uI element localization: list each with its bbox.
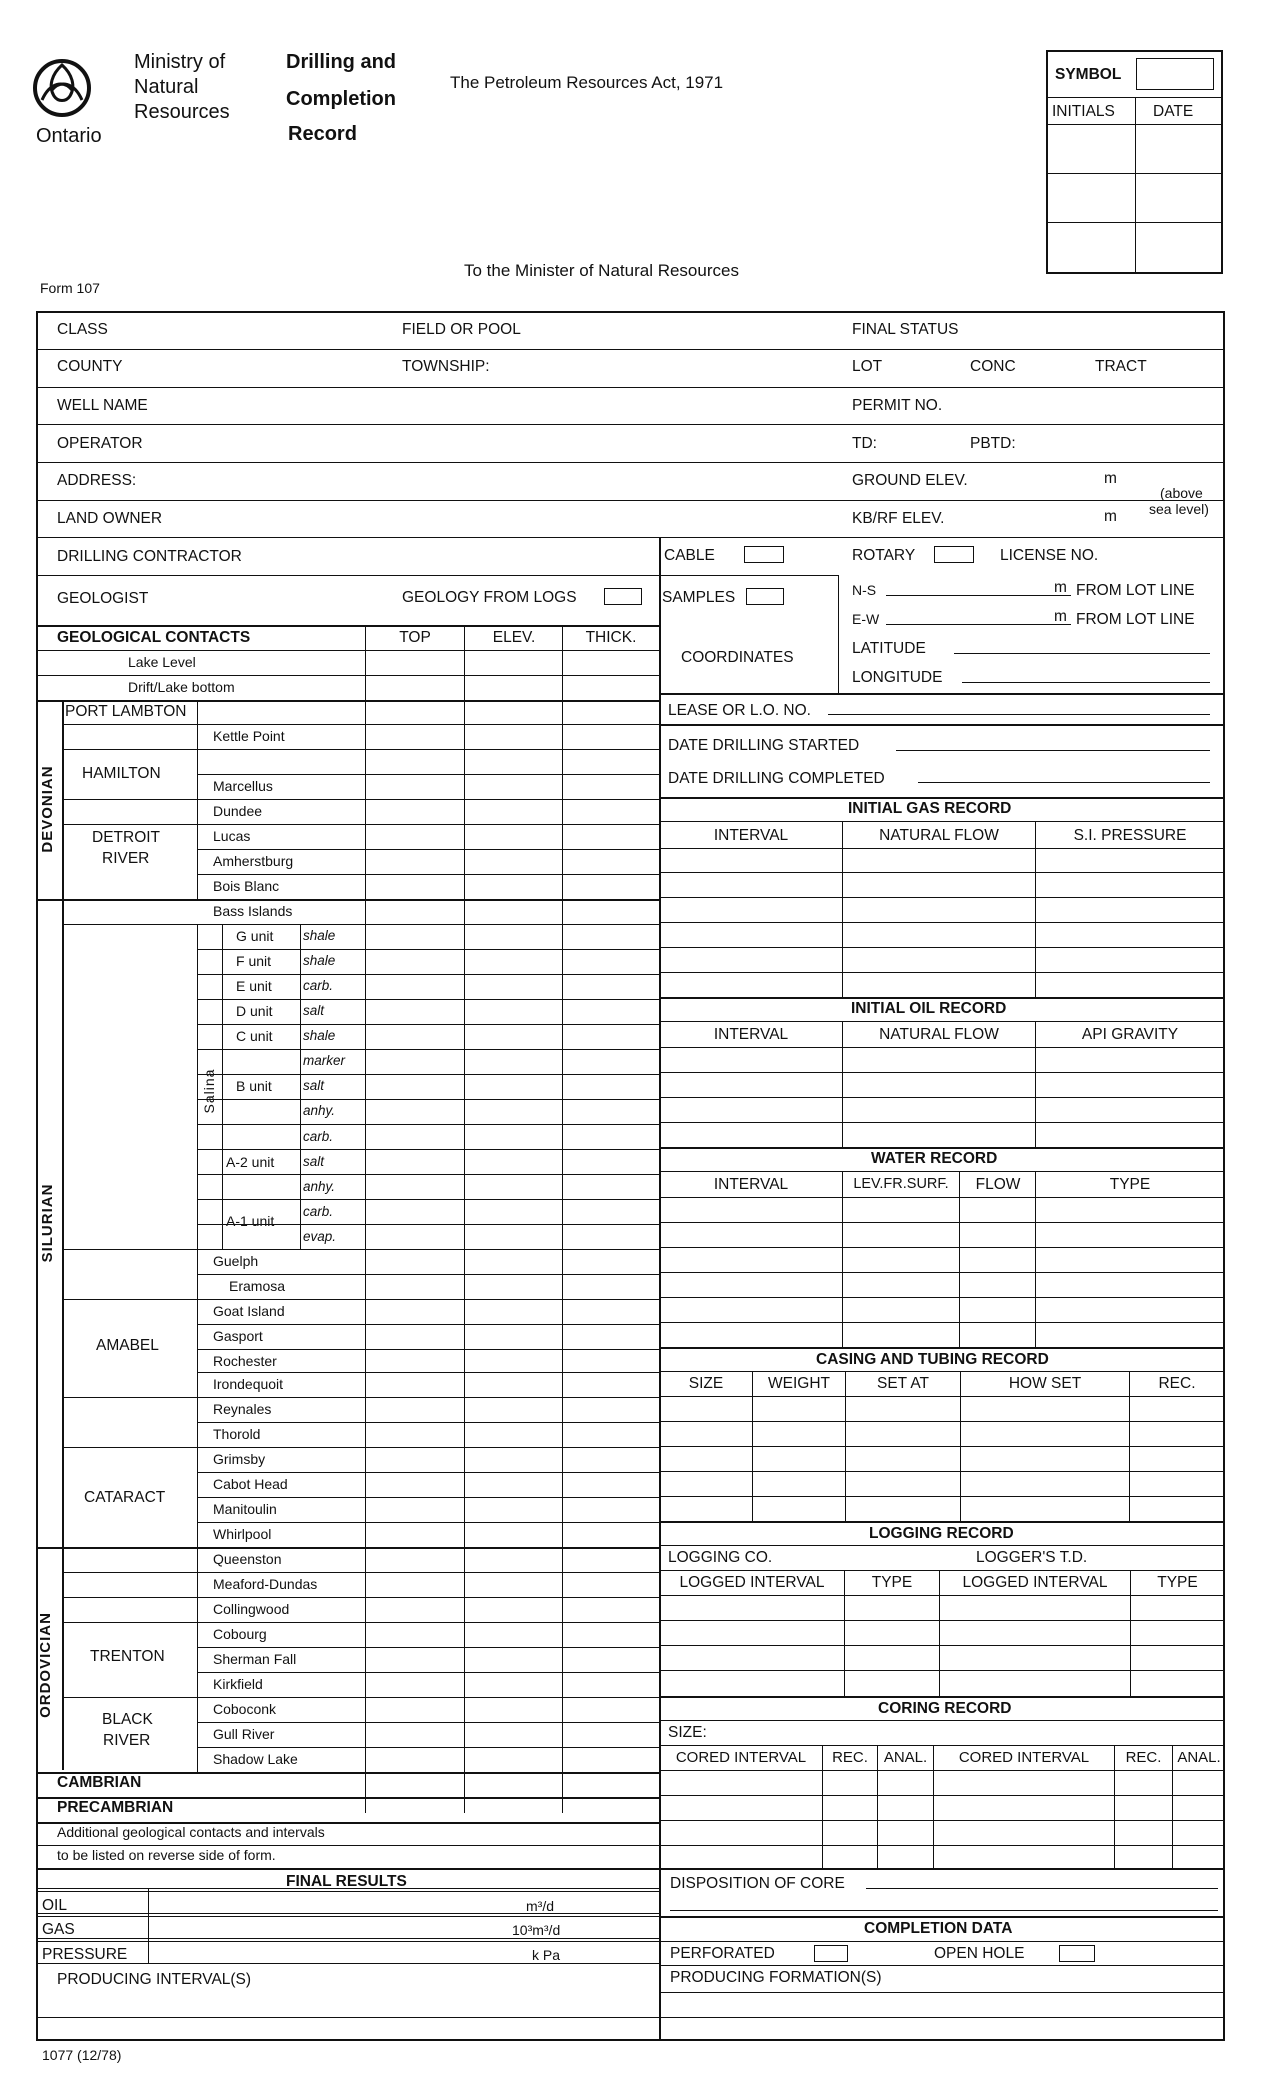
logged-interval-header-1: LOGGED INTERVAL xyxy=(679,1574,825,1591)
open-hole-checkbox[interactable] xyxy=(1059,1945,1095,1962)
casing-record-title: CASING AND TUBING RECORD xyxy=(816,1351,1049,1368)
lot-label: LOT xyxy=(852,358,883,375)
form-frame xyxy=(36,311,1225,2041)
fm-guelph: Guelph xyxy=(213,1253,259,1269)
pressure-unit: k Pa xyxy=(532,1947,561,1963)
fm-dundee: Dundee xyxy=(213,803,263,819)
final-status-label: FINAL STATUS xyxy=(852,321,959,338)
license-no-label: LICENSE NO. xyxy=(1000,547,1099,564)
county-label: COUNTY xyxy=(57,358,123,375)
fm-cabot-head: Cabot Head xyxy=(213,1476,288,1492)
oil-interval-header: INTERVAL xyxy=(713,1026,789,1043)
black-label-1: BLACK xyxy=(102,1711,153,1728)
geology-logs-checkbox[interactable] xyxy=(604,588,642,605)
coring-anal-header-2: ANAL. xyxy=(1177,1749,1221,1766)
unit-b: B unit xyxy=(236,1078,272,1094)
open-hole-label: OPEN HOLE xyxy=(934,1945,1025,1962)
fm-shadow-lake: Shadow Lake xyxy=(213,1751,298,1767)
fm-collingwood: Collingwood xyxy=(213,1601,290,1617)
ns-from-lot-line: FROM LOT LINE xyxy=(1076,582,1195,599)
lease-label: LEASE OR L.O. NO. xyxy=(668,702,811,719)
coordinates-label: COORDINATES xyxy=(681,649,794,666)
oil-natural-flow-header: NATURAL FLOW xyxy=(879,1026,999,1043)
date-cell[interactable] xyxy=(1137,126,1221,172)
fm-bass-islands: Bass Islands xyxy=(213,903,293,919)
water-lev-header: LEV.FR.SURF. xyxy=(853,1176,949,1192)
fm-grimsby: Grimsby xyxy=(213,1451,266,1467)
drilling-contractor-label: DRILLING CONTRACTOR xyxy=(57,548,242,565)
ministry-line-2: Natural xyxy=(134,76,199,98)
lith-d-salt: salt xyxy=(303,1003,325,1018)
latitude-label: LATITUDE xyxy=(852,640,926,657)
address-label: ADDRESS: xyxy=(57,472,137,489)
symbol-field[interactable] xyxy=(1136,58,1214,90)
form-number: Form 107 xyxy=(40,280,100,296)
casing-weight-header: WEIGHT xyxy=(768,1375,830,1392)
above-note: (above xyxy=(1160,485,1203,501)
geology-from-logs-label: GEOLOGY FROM LOGS xyxy=(402,589,577,606)
conc-label: CONC xyxy=(970,358,1016,375)
port-lambton-label: PORT LAMBTON xyxy=(65,703,187,720)
lith-b-marker: marker xyxy=(303,1053,346,1068)
lith-e-carb: carb. xyxy=(303,978,334,993)
unit-f: F unit xyxy=(236,953,272,969)
date-started-label: DATE DRILLING STARTED xyxy=(668,737,860,754)
gas-unit: 10³m³/d xyxy=(512,1922,561,1938)
casing-rec-header: REC. xyxy=(1158,1375,1196,1392)
unit-g: G unit xyxy=(236,928,274,944)
ew-label: E-W xyxy=(852,611,880,627)
initials-cell[interactable] xyxy=(1048,126,1134,172)
township-label: TOWNSHIP: xyxy=(402,358,490,375)
lith-a2-carb: carb. xyxy=(303,1129,334,1144)
class-label: CLASS xyxy=(57,321,108,338)
salina-label: Salina xyxy=(201,1068,217,1114)
unit-e: E unit xyxy=(236,978,272,994)
fm-bois-blanc: Bois Blanc xyxy=(213,878,280,894)
tract-label: TRACT xyxy=(1095,358,1147,375)
ew-from-lot-line: FROM LOT LINE xyxy=(1076,611,1195,628)
operator-label: OPERATOR xyxy=(57,435,143,452)
oil-record-title: INITIAL OIL RECORD xyxy=(851,1000,1007,1017)
fm-gasport: Gasport xyxy=(213,1328,263,1344)
drift-lake-bottom: Drift/Lake bottom xyxy=(128,679,235,695)
act-title: The Petroleum Resources Act, 1971 xyxy=(450,73,724,92)
unit-a2: A-2 unit xyxy=(226,1154,275,1170)
fm-kirkfield: Kirkfield xyxy=(213,1676,263,1692)
kb-elev-label: KB/RF ELEV. xyxy=(852,510,945,527)
samples-label: SAMPLES xyxy=(662,589,736,606)
logged-interval-header-2: LOGGED INTERVAL xyxy=(962,1574,1108,1591)
field-pool-label: FIELD OR POOL xyxy=(402,321,521,338)
water-interval-header: INTERVAL xyxy=(713,1176,789,1193)
logger-td-label: LOGGER'S T.D. xyxy=(976,1549,1088,1566)
ground-elev-unit: m xyxy=(1104,470,1117,487)
date-completed-label: DATE DRILLING COMPLETED xyxy=(668,770,885,787)
lake-level: Lake Level xyxy=(128,654,196,670)
black-label-2: RIVER xyxy=(103,1732,151,1749)
coring-record-title: CORING RECORD xyxy=(878,1700,1012,1717)
coring-rec-header-1: REC. xyxy=(832,1749,868,1766)
hamilton-label: HAMILTON xyxy=(82,765,161,782)
lith-a2-anhy: anhy. xyxy=(303,1179,336,1194)
coring-rec-header-2: REC. xyxy=(1125,1749,1162,1766)
geo-thick-header: THICK. xyxy=(585,629,637,646)
gas-record-title: INITIAL GAS RECORD xyxy=(848,800,1012,817)
lith-b-anhy: anhy. xyxy=(303,1103,336,1118)
water-flow-header: FLOW xyxy=(975,1176,1021,1193)
fm-irondequoit: Irondequoit xyxy=(213,1376,284,1392)
fm-manitoulin: Manitoulin xyxy=(213,1501,277,1517)
oil-label: OIL xyxy=(42,1897,67,1914)
province-name: Ontario xyxy=(36,125,102,147)
pbtd-label: PBTD: xyxy=(970,435,1016,452)
fm-marcellus: Marcellus xyxy=(213,778,273,794)
casing-set-at-header: SET AT xyxy=(877,1375,929,1392)
producing-formation-label: PRODUCING FORMATION(S) xyxy=(670,1969,882,1986)
casing-how-set-header: HOW SET xyxy=(1008,1375,1082,1392)
initials-label: INITIALS xyxy=(1052,103,1115,120)
lith-a1-evap: evap. xyxy=(303,1229,337,1244)
disposition-label: DISPOSITION OF CORE xyxy=(670,1875,845,1892)
lith-f-shale: shale xyxy=(303,953,336,968)
cable-label: CABLE xyxy=(664,547,715,564)
unit-a1: A-1 unit xyxy=(226,1213,275,1229)
geologist-label: GEOLOGIST xyxy=(57,590,149,607)
fm-whirlpool: Whirlpool xyxy=(213,1526,272,1542)
detroit-label-2: RIVER xyxy=(102,850,150,867)
well-name-label: WELL NAME xyxy=(57,397,148,414)
lith-g-shale: shale xyxy=(303,928,336,943)
fm-lucas: Lucas xyxy=(213,828,251,844)
fm-reynales: Reynales xyxy=(213,1401,272,1417)
fm-sherman-fall: Sherman Fall xyxy=(213,1651,297,1667)
producing-intervals-label: PRODUCING INTERVAL(S) xyxy=(57,1971,252,1988)
symbol-label: SYMBOL xyxy=(1055,66,1122,83)
lith-b-salt: salt xyxy=(303,1078,325,1093)
gas-interval-header: INTERVAL xyxy=(713,827,789,844)
ministry-line-3: Resources xyxy=(134,101,230,123)
detroit-label-1: DETROIT xyxy=(92,829,161,846)
amabel-label: AMABEL xyxy=(96,1337,159,1354)
ground-elev-label: GROUND ELEV. xyxy=(852,472,968,489)
fm-coboconk: Coboconk xyxy=(213,1701,277,1717)
rotary-checkbox[interactable] xyxy=(934,546,974,563)
ew-unit: m xyxy=(1054,608,1067,625)
completion-title: COMPLETION DATA xyxy=(864,1920,1013,1937)
ordovician-label: ORDOVICIAN xyxy=(37,1612,54,1718)
lith-a1-carb: carb. xyxy=(303,1204,334,1219)
gas-si-pressure-header: S.I. PRESSURE xyxy=(1073,827,1187,844)
ns-label: N-S xyxy=(852,582,877,598)
gas-natural-flow-header: NATURAL FLOW xyxy=(879,827,999,844)
longitude-label: LONGITUDE xyxy=(852,669,943,686)
cored-interval-header-1: CORED INTERVAL xyxy=(675,1749,807,1766)
gas-label: GAS xyxy=(42,1921,75,1938)
permit-no-label: PERMIT NO. xyxy=(852,397,943,414)
oil-unit: m³/d xyxy=(526,1898,554,1914)
water-record-title: WATER RECORD xyxy=(871,1150,998,1167)
casing-size-header: SIZE xyxy=(688,1375,724,1392)
unit-d: D unit xyxy=(236,1003,273,1019)
devonian-label: DEVONIAN xyxy=(39,765,56,853)
coring-size-label: SIZE: xyxy=(668,1724,707,1741)
ns-unit: m xyxy=(1054,579,1067,596)
addressee: To the Minister of Natural Resources xyxy=(464,261,739,280)
fm-thorold: Thorold xyxy=(213,1426,261,1442)
fm-rochester: Rochester xyxy=(213,1353,277,1369)
fm-kettle-point: Kettle Point xyxy=(213,728,285,744)
geo-elev-header: ELEV. xyxy=(492,629,536,646)
fm-meaford-dundas: Meaford-Dundas xyxy=(213,1576,318,1592)
geo-top-header: TOP xyxy=(399,629,431,646)
fm-cobourg: Cobourg xyxy=(213,1626,267,1642)
logging-type-header-2: TYPE xyxy=(1157,1574,1198,1591)
form-title-1: Drilling and xyxy=(286,51,396,73)
kb-elev-unit: m xyxy=(1104,508,1117,525)
ministry-line-1: Ministry of xyxy=(134,51,226,73)
oil-api-header: API GRAVITY xyxy=(1081,1026,1179,1043)
fm-goat-island: Goat Island xyxy=(213,1303,285,1319)
water-type-header: TYPE xyxy=(1109,1176,1151,1193)
logging-type-header-1: TYPE xyxy=(871,1574,913,1591)
form-code: 1077 (12/78) xyxy=(42,2047,122,2063)
geo-contacts-title: GEOLOGICAL CONTACTS xyxy=(57,629,251,646)
cored-interval-header-2: CORED INTERVAL xyxy=(958,1749,1090,1766)
date-label: DATE xyxy=(1153,103,1194,120)
fm-gull-river: Gull River xyxy=(213,1726,275,1742)
silurian-label: SILURIAN xyxy=(39,1183,56,1263)
sea-level-note: sea level) xyxy=(1149,501,1209,517)
cataract-label: CATARACT xyxy=(84,1489,166,1506)
additional-note-1: Additional geological contacts and intervals xyxy=(57,1824,325,1840)
fm-queenston: Queenston xyxy=(213,1551,282,1567)
form-title-2: Completion xyxy=(286,88,396,110)
final-results-title: FINAL RESULTS xyxy=(286,1873,407,1890)
fm-amherstburg: Amherstburg xyxy=(213,853,294,869)
perforated-checkbox[interactable] xyxy=(814,1945,848,1962)
form-title-3: Record xyxy=(288,123,357,145)
rotary-label: ROTARY xyxy=(852,547,916,564)
fm-eramosa: Eramosa xyxy=(229,1278,286,1294)
logging-co-label: LOGGING CO. xyxy=(668,1549,773,1566)
cable-checkbox[interactable] xyxy=(744,546,784,563)
cambrian-label: CAMBRIAN xyxy=(57,1774,142,1791)
logging-record-title: LOGGING RECORD xyxy=(869,1525,1014,1542)
ontario-trillium-logo xyxy=(32,52,92,124)
land-owner-label: LAND OWNER xyxy=(57,510,163,527)
samples-checkbox[interactable] xyxy=(746,588,784,605)
lith-a2-salt: salt xyxy=(303,1154,325,1169)
lith-c-shale: shale xyxy=(303,1028,336,1043)
additional-note-2: to be listed on reverse side of form. xyxy=(57,1847,276,1863)
td-label: TD: xyxy=(852,435,877,452)
perforated-label: PERFORATED xyxy=(670,1945,775,1962)
pressure-label: PRESSURE xyxy=(42,1946,128,1963)
unit-c: C unit xyxy=(236,1028,273,1044)
trenton-label: TRENTON xyxy=(90,1648,165,1665)
precambrian-label: PRECAMBRIAN xyxy=(57,1799,174,1816)
coring-anal-header-1: ANAL. xyxy=(883,1749,928,1766)
